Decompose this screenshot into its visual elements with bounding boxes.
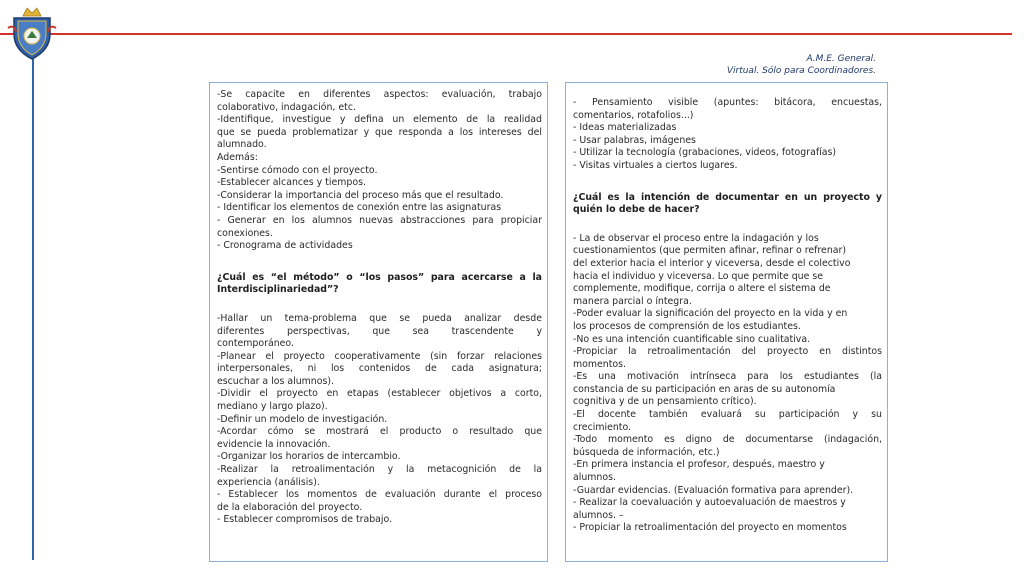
text-line: -Considerar la importancia del proceso más que el resultado. — [217, 189, 504, 201]
text-line: -Es una motivación intrínseca para los estudiantes (la — [573, 371, 882, 383]
header-line-2: Virtual. Sólo para Coordinadores. — [726, 66, 876, 76]
text-line: - Cronograma de actividades — [217, 240, 353, 252]
text-line: evidencie la innovación. — [217, 438, 331, 450]
text-line: - Realizar la coevaluación y autoevaluación de maestros y — [573, 497, 846, 509]
text-line: búsqueda de información, etc.) — [573, 446, 720, 458]
text-line: que se pueda problematizar y que responda a los intereses del — [217, 126, 542, 138]
text-line: del exterior hacia el interior y viceversa, desde el colectivo — [573, 257, 851, 269]
text-line: - Visitas virtuales a ciertos lugares. — [573, 159, 738, 171]
text-line: -Acordar cómo se mostrará el producto o resultado que — [217, 426, 542, 438]
text-line: interpersonales, ni los contenidos de cada asignatura; — [217, 363, 542, 375]
red-horizontal-rule — [0, 33, 1012, 35]
text-line: - Propiciar la retroalimentación del proyecto en momentos — [573, 522, 847, 534]
text-line: -En primera instancia el profesor, después, maestro y — [573, 459, 825, 471]
text-line: complemente, modifique, corrija o altere el sistema de — [573, 283, 831, 295]
header-line-1: A.M.E. General. — [806, 54, 876, 64]
text-line: alumnado. — [217, 139, 267, 151]
blue-vertical-rule — [32, 40, 34, 560]
text-line: - Identificar los elementos de conexión entre las asignaturas — [217, 202, 502, 214]
text-line: crecimiento. — [573, 421, 632, 433]
section-heading: ¿Cuál es la intención de documentar en un proyecto y — [573, 191, 882, 203]
text-line: manera parcial o íntegra. — [573, 295, 692, 307]
text-line: -Todo momento es digno de documentarse (indagación, — [573, 434, 882, 446]
text-line: -Propiciar la retroalimentación del proyecto en distintos — [573, 346, 882, 358]
text-line: -Planear el proyecto cooperativamente (sin forzar relaciones — [217, 350, 542, 362]
text-line: - Ideas materializadas — [573, 122, 677, 134]
text-line: -Dividir el proyecto en etapas (establecer objetivos a corto, — [217, 388, 542, 400]
text-line: -Poder evaluar la significación del proyecto en la vida y en — [573, 308, 848, 320]
text-line: - Establecer compromisos de trabajo. — [217, 514, 393, 526]
text-line: hacia el individuo y viceversa. Lo que permite que se — [573, 270, 824, 282]
text-line: Además: — [217, 151, 258, 163]
text-line: momentos. — [573, 358, 626, 370]
text-line: diferentes perspectivas, que sea trascendente y — [217, 325, 542, 337]
text-line: -No es una intención cuantificable sino cualitativa. — [573, 333, 811, 345]
section-heading: ¿Cuál es “el método” o “los pasos” para acercarse a la — [217, 271, 542, 283]
text-line: -El docente también evaluará su participación y su — [573, 409, 882, 421]
text-line: conexiones. — [217, 227, 273, 239]
text-line: -Organizar los horarios de intercambio. — [217, 451, 401, 463]
text-line: escuchar a los alumnos). — [217, 375, 334, 387]
text-line: - Generar en los alumnos nuevas abstracciones para propiciar — [217, 214, 542, 226]
text-line: alumnos. — [573, 472, 616, 484]
text-line: - Usar palabras, imágenes — [573, 134, 696, 146]
text-line: -Definir un modelo de investigación. — [217, 413, 388, 425]
text-line: cognitiva y de un pensamiento crítico). — [573, 396, 757, 408]
text-line: - La de observar el proceso entre la indagación y los — [573, 232, 819, 244]
text-line: - Establecer los momentos de evaluación durante el proceso — [217, 489, 542, 501]
text-line: - Utilizar la tecnología (grabaciones, videos, fotografías) — [573, 147, 837, 159]
section-heading: Interdisciplinariedad”? — [217, 284, 339, 296]
left-text-box — [209, 82, 548, 562]
text-line: los procesos de comprensión de los estudiantes. — [573, 320, 801, 332]
text-line: -Sentirse cómodo con el proyecto. — [217, 164, 378, 176]
text-line: cuestionamientos (que permiten afinar, refinar o refrenar) — [573, 245, 847, 257]
text-line: de la elaboración del proyecto. — [217, 501, 363, 513]
text-line: experiencia (análisis). — [217, 476, 320, 488]
text-line: -Guardar evidencias. (Evaluación formativa para aprender). — [573, 484, 854, 496]
school-crest-icon — [6, 4, 58, 62]
text-line: alumnos. – — [573, 509, 624, 521]
section-heading: quién lo debe de hacer? — [573, 204, 700, 216]
text-line: -Hallar un tema-problema que se pueda analizar desde — [217, 312, 542, 324]
text-line: mediano y largo plazo). — [217, 401, 328, 413]
text-line: constancia de su participación en aras de su autonomía — [573, 383, 836, 395]
header-note — [727, 53, 876, 77]
right-text-box — [565, 82, 888, 562]
text-line: - Pensamiento visible (apuntes: bitácora, encuestas, — [573, 97, 882, 108]
text-line: contemporáneo. — [217, 338, 294, 350]
text-line: -Realizar la retroalimentación y la metacognición de la — [217, 464, 542, 476]
text-line: -Establecer alcances y tiempos. — [217, 177, 366, 189]
text-line: -Identifique, investigue y defina un elemento de la realidad — [217, 114, 542, 126]
text-line: colaborativo, indagación, etc. — [217, 101, 356, 113]
text-line: -Se capacite en diferentes aspectos: evaluación, trabajo — [217, 89, 542, 100]
text-line: comentarios, rotafolios...) — [573, 109, 694, 121]
